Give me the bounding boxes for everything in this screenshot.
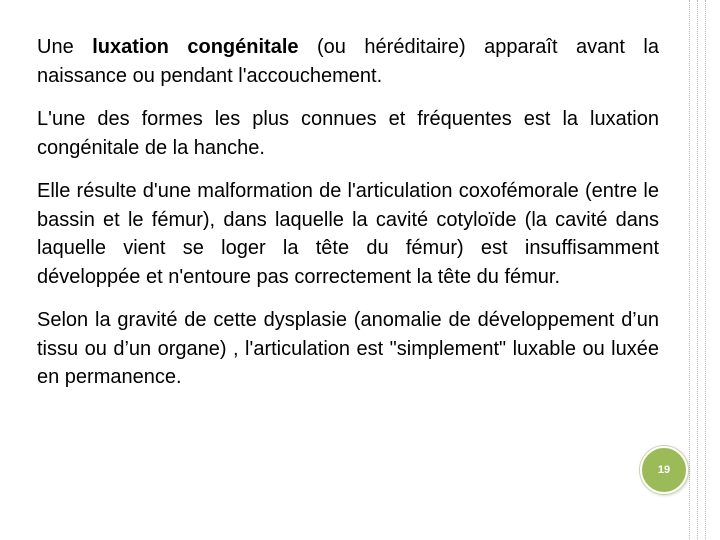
term-luxation-congenitale: luxation congénitale	[92, 36, 299, 58]
slide-body	[37, 33, 659, 392]
page-number-badge	[640, 446, 688, 494]
decorative-dotted-line	[697, 0, 698, 540]
decorative-dotted-line	[689, 0, 690, 540]
paragraph-malformation: Elle résulte d'une malformation de l'articulation coxofémorale (entre le bassin et le fémur), dans laquelle la cavité cotyloïde (la cavité dans laquelle vient se loger la tête du fémur) est insuffisamment développée et n'entoure pas correctement la tête du fémur.	[37, 180, 659, 288]
decorative-dotted-line	[705, 0, 706, 540]
paragraph-definition	[37, 33, 659, 90]
paragraph-hip: L'une des formes les plus connues et fréquentes est la luxation congénitale de la hanche.	[37, 108, 659, 159]
paragraph-text-rest: (ou héréditaire) apparaît avant la naissance ou pendant l'accouchement.	[37, 36, 660, 87]
page-number: 19	[657, 464, 671, 476]
paragraph-dysplasia: Selon la gravité de cette dysplasie (anomalie de développement d’un tissu ou d’un organe) , l'articulation est "simplement" luxable ou luxée en permanence.	[37, 309, 659, 388]
paragraph-text-lead: Une	[37, 36, 93, 58]
